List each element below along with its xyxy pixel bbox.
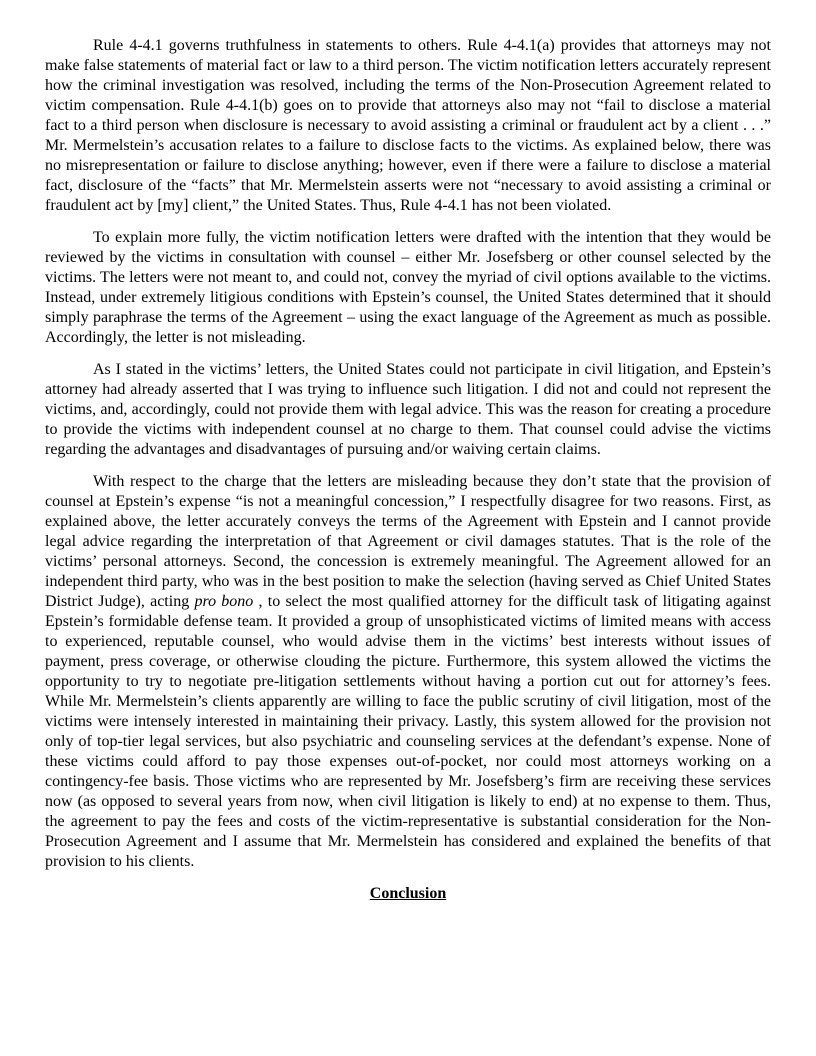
italic-pro-bono: pro bono	[194, 593, 254, 610]
section-heading-conclusion: Conclusion	[369, 885, 447, 902]
paragraph-meaningful-concession	[45, 472, 771, 872]
document-page	[45, 36, 771, 904]
paragraph-explain-more-fully: To explain more fully, the victim notification letters were drafted with the intention that they would be reviewed by the victims in consultation with counsel – either Mr. Josefsberg or other counsel selected by the victims. The letters were not meant to, and could not, convey the myriad of civil options available to the victims. Instead, under extremely litigious conditions with Epstein’s counsel, the United States determined that it should simply paraphrase the terms of the Agreement – using the exact language of the Agreement as much as possible. Accordingly, the letter is not misleading.	[45, 229, 771, 346]
paragraph-text-after-italic: , to select the most qualified attorney for the difficult task of litigating against Epstein’s formidable defense team. It provided a group of unsophisticated victims of limited means with access to experienced, reputable counsel, who would advise them in the victims’ best interests without issues of payment, press coverage, or otherwise clouding the picture. Furthermore, this system allowed the victims the opportunity to try to negotiate pre-litigation settlements without having a portion cut out for attorney’s fees. While Mr. Mermelstein’s clients apparently are willing to face the public scrutiny of civil litigation, most of the victims were intensely interested in maintaining their privacy. Lastly, this system allowed for the provision not only of top-tier legal services, but also psychiatric and counseling services at the defendant’s expense. None of these victims could afford to pay those expenses out-of-pocket, nor could most attorneys working on a contingency-fee basis. Those victims who are represented by Mr. Josefsberg’s firm are receiving these services now (as opposed to several years from now, when civil litigation is likely to end) at no expense to them. Thus, the agreement to pay the fees and costs of the victim-representative is substantial consideration for the Non-Prosecution Agreement and I assume that Mr. Mermelstein has considered and explained the benefits of that provision to his clients.	[45, 593, 772, 870]
paragraph-text-before-italic: With respect to the charge that the letters are misleading because they don’t state that the provision of counsel at Epstein’s expense “is not a meaningful concession,” I respectfully disagree for two reasons. First, as explained above, the letter accurately conveys the terms of the Agreement with Epstein and I cannot provide legal advice regarding the interpretation of that Agreement or civil damages statutes. That is the role of the victims’ personal attorneys. Second, the concession is extremely meaningful. The Agreement allowed for an independent third party, who was in the best position to make the selection (having served as Chief United States District Judge), acting	[45, 473, 771, 610]
paragraph-rule-4-4-1: Rule 4-4.1 governs truthfulness in statements to others. Rule 4-4.1(a) provides that attorneys may not make false statements of material fact or law to a third person. The victim notification letters accurately represent how the criminal investigation was resolved, including the terms of the Non-Prosecution Agreement related to victim compensation. Rule 4-4.1(b) goes on to provide that attorneys also may not “fail to disclose a material fact to a third person when disclosure is necessary to avoid assisting a criminal or fraudulent act by a client . . .” Mr. Mermelstein’s accusation relates to a failure to disclose facts to the victims. As explained below, there was no misrepresentation or failure to disclose anything; however, even if there were a failure to disclose a material fact, disclosure of the “facts” that Mr. Mermelstein asserts were not “necessary to avoid assisting a criminal or fraudulent act by [my] client,” the United States. Thus, Rule 4-4.1 has not been violated.	[45, 37, 771, 214]
paragraph-victims-letters: As I stated in the victims’ letters, the United States could not participate in civil litigation, and Epstein’s attorney had already asserted that I was trying to influence such litigation. I did not and could not represent the victims, and, accordingly, could not provide them with legal advice. This was the reason for creating a procedure to provide the victims with independent counsel at no charge to them. That counsel could advise the victims regarding the advantages and disadvantages of pursuing and/or waiving certain claims.	[45, 361, 771, 458]
